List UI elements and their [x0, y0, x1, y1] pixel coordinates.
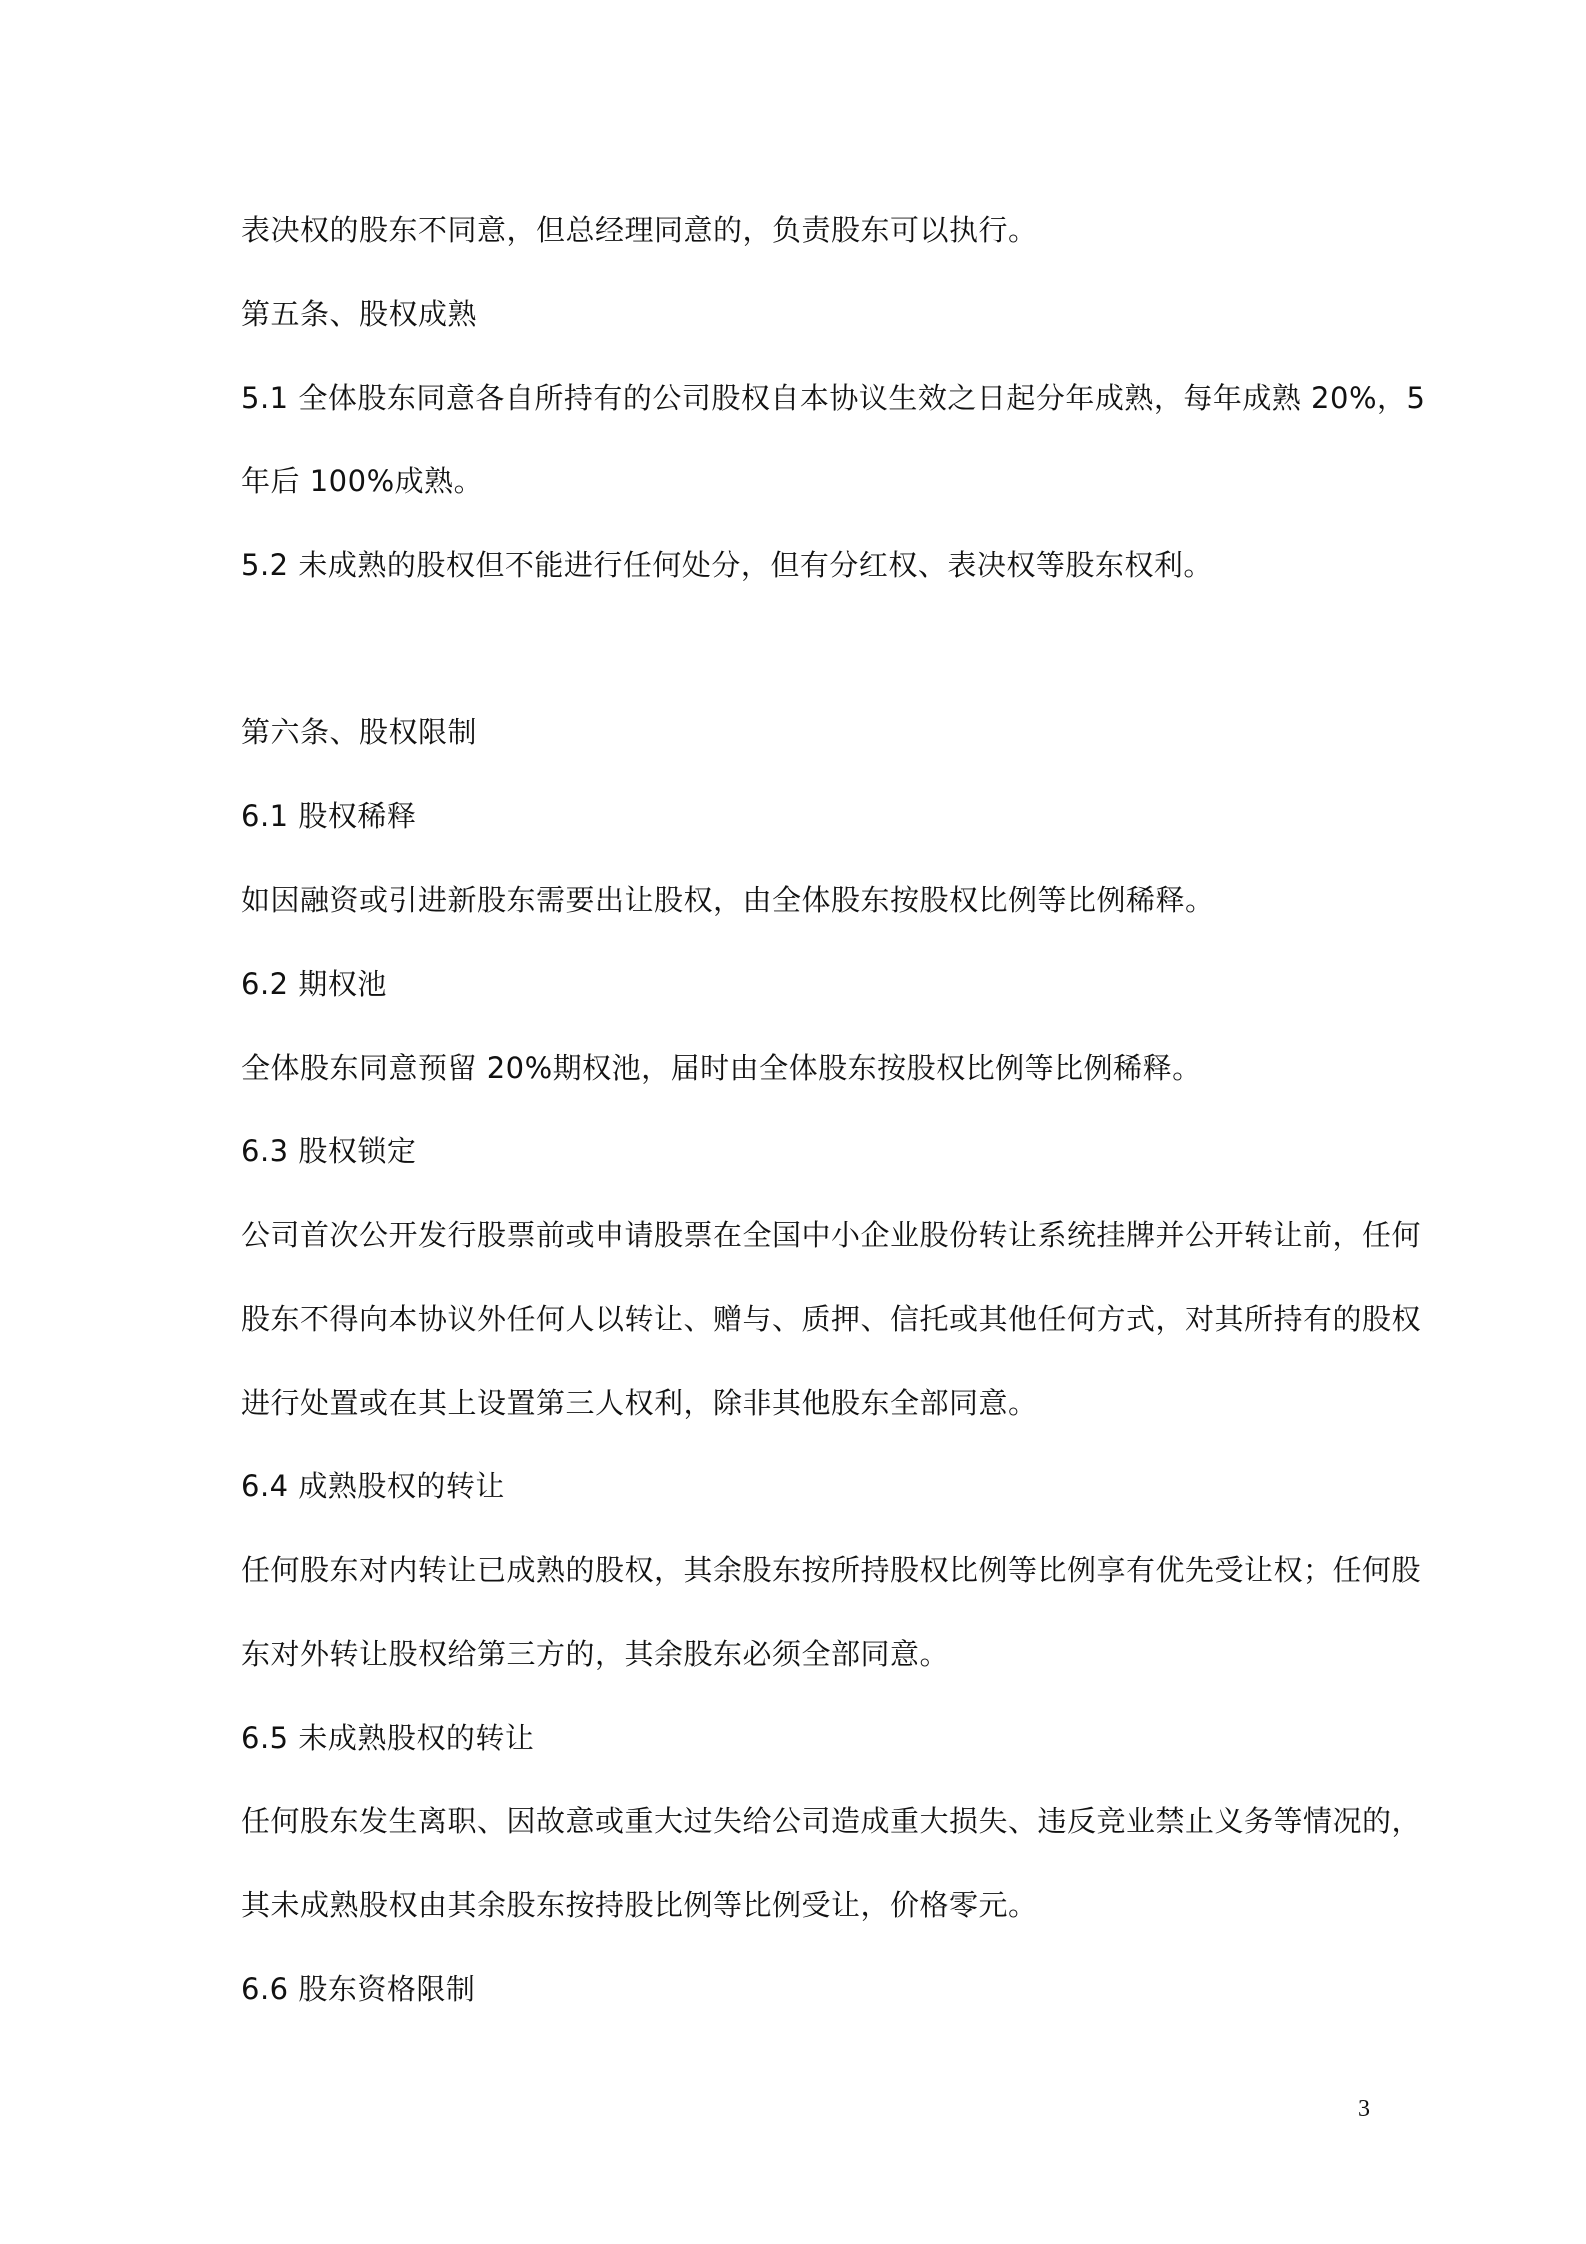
- subsection-heading: 6.3 股权锁定: [241, 1134, 417, 1168]
- body-line: 年后 100%成熟。: [241, 464, 484, 498]
- body-line: 任何股东对内转让已成熟的股权，其余股东按所持股权比例等比例享有优先受让权；任何股: [241, 1553, 1422, 1587]
- subsection-heading: 6.4 成熟股权的转让: [241, 1469, 505, 1503]
- body-line: 其未成熟股权由其余股东按持股比例等比例受让，价格零元。: [241, 1888, 1038, 1922]
- body-line: 股东不得向本协议外任何人以转让、赠与、质押、信托或其他任何方式，对其所持有的股权: [241, 1302, 1422, 1336]
- section-heading: 第六条、股权限制: [241, 715, 478, 749]
- subsection-heading: 6.6 股东资格限制: [241, 1972, 476, 2006]
- page-number: 3: [1358, 2096, 1370, 2122]
- section-heading: 第五条、股权成熟: [241, 297, 478, 331]
- body-line: 公司首次公开发行股票前或申请股票在全国中小企业股份转让系统挂牌并公开转让前，任何: [241, 1218, 1422, 1252]
- body-line: 表决权的股东不同意，但总经理同意的，负责股东可以执行。: [241, 213, 1038, 247]
- subsection-heading: 6.1 股权稀释: [241, 799, 417, 833]
- subsection-heading: 6.2 期权池: [241, 967, 387, 1001]
- body-line: 全体股东同意预留 20%期权池，届时由全体股东按股权比例等比例稀释。: [241, 1051, 1202, 1085]
- body-line: 任何股东发生离职、因故意或重大过失给公司造成重大损失、违反竞业禁止义务等情况的，: [241, 1804, 1422, 1838]
- body-line: 5.1 全体股东同意各自所持有的公司股权自本协议生效之日起分年成熟，每年成熟 20%，5: [241, 381, 1426, 415]
- body-line: 5.2 未成熟的股权但不能进行任何处分，但有分红权、表决权等股东权利。: [241, 548, 1213, 582]
- body-line: 进行处置或在其上设置第三人权利，除非其他股东全部同意。: [241, 1386, 1038, 1420]
- body-line: 如因融资或引进新股东需要出让股权，由全体股东按股权比例等比例稀释。: [241, 883, 1215, 917]
- subsection-heading: 6.5 未成熟股权的转让: [241, 1721, 535, 1755]
- body-line: 东对外转让股权给第三方的，其余股东必须全部同意。: [241, 1637, 950, 1671]
